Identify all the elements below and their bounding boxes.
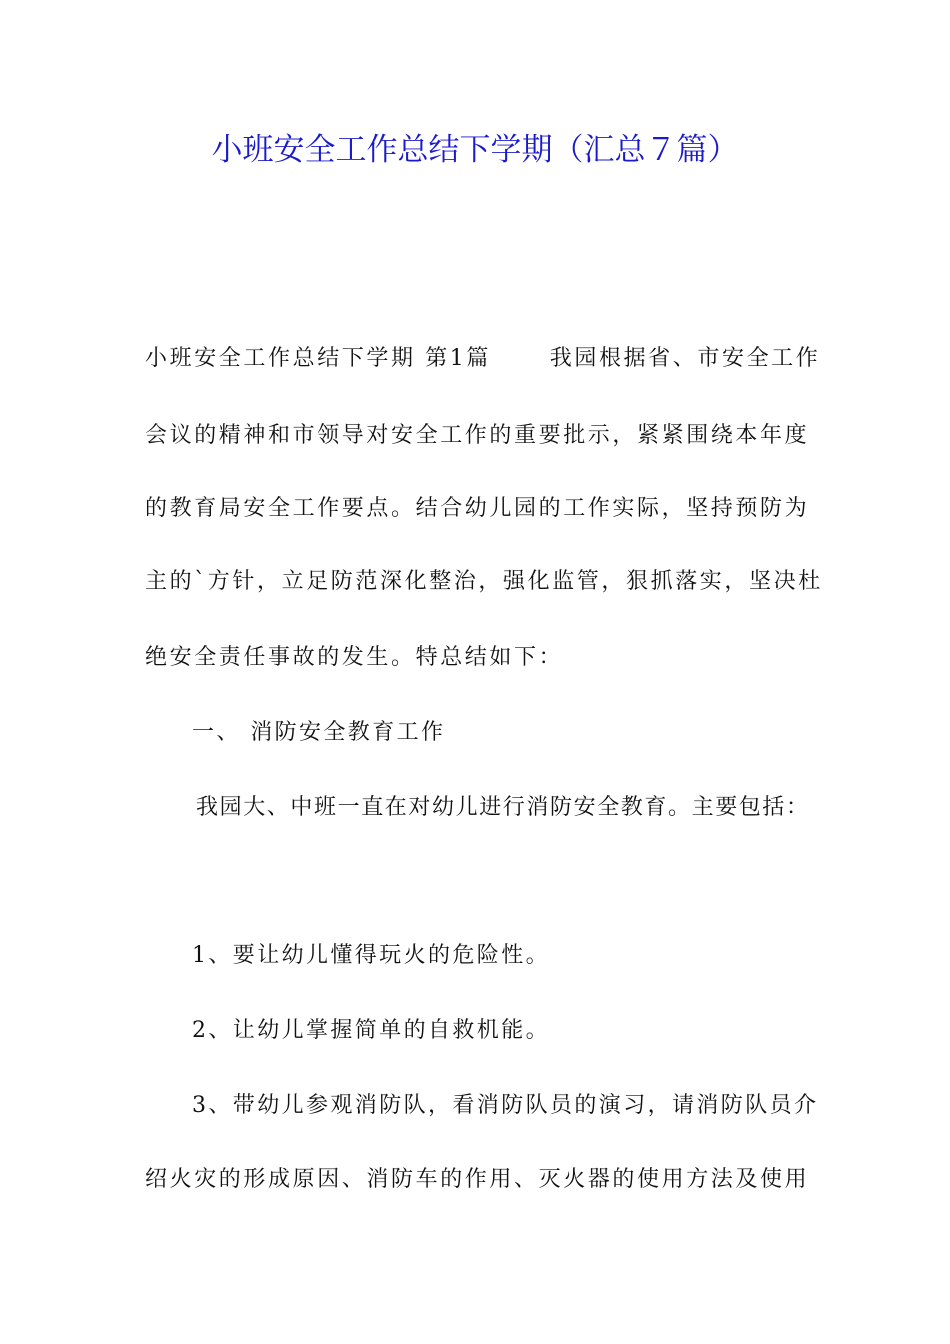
document-title: 小班安全工作总结下学期（汇总７篇） xyxy=(211,132,739,168)
paragraph-line: 绝安全责任事故的发生。特总结如下： xyxy=(145,645,564,670)
paragraph-line: 主的`方针，立足防范深化整治，强化监管，狠抓落实，坚决杜 xyxy=(145,569,823,594)
paragraph-line: 绍火灾的形成原因、消防车的作用、灭火器的使用方法及使用 xyxy=(145,1167,810,1192)
paragraph-line: 我园大、中班一直在对幼儿进行消防安全教育。主要包括： xyxy=(196,795,810,820)
list-item: 3、带幼儿参观消防队，看消防队员的演习，请消防队员介 xyxy=(192,1093,819,1118)
list-item: 2、让幼儿掌握简单的自救机能。 xyxy=(192,1018,550,1043)
paragraph-line: 小班安全工作总结下学期 第1篇 我园根据省、市安全工作 xyxy=(145,346,821,371)
list-item: 1、要让幼儿懂得玩火的危险性。 xyxy=(192,943,550,968)
section-heading: 一、 消防安全教育工作 xyxy=(192,720,446,745)
paragraph-line: 会议的精神和市领导对安全工作的重要批示，紧紧围绕本年度 xyxy=(145,423,810,448)
paragraph-line: 的教育局安全工作要点。结合幼儿园的工作实际，坚持预防为 xyxy=(145,496,810,521)
